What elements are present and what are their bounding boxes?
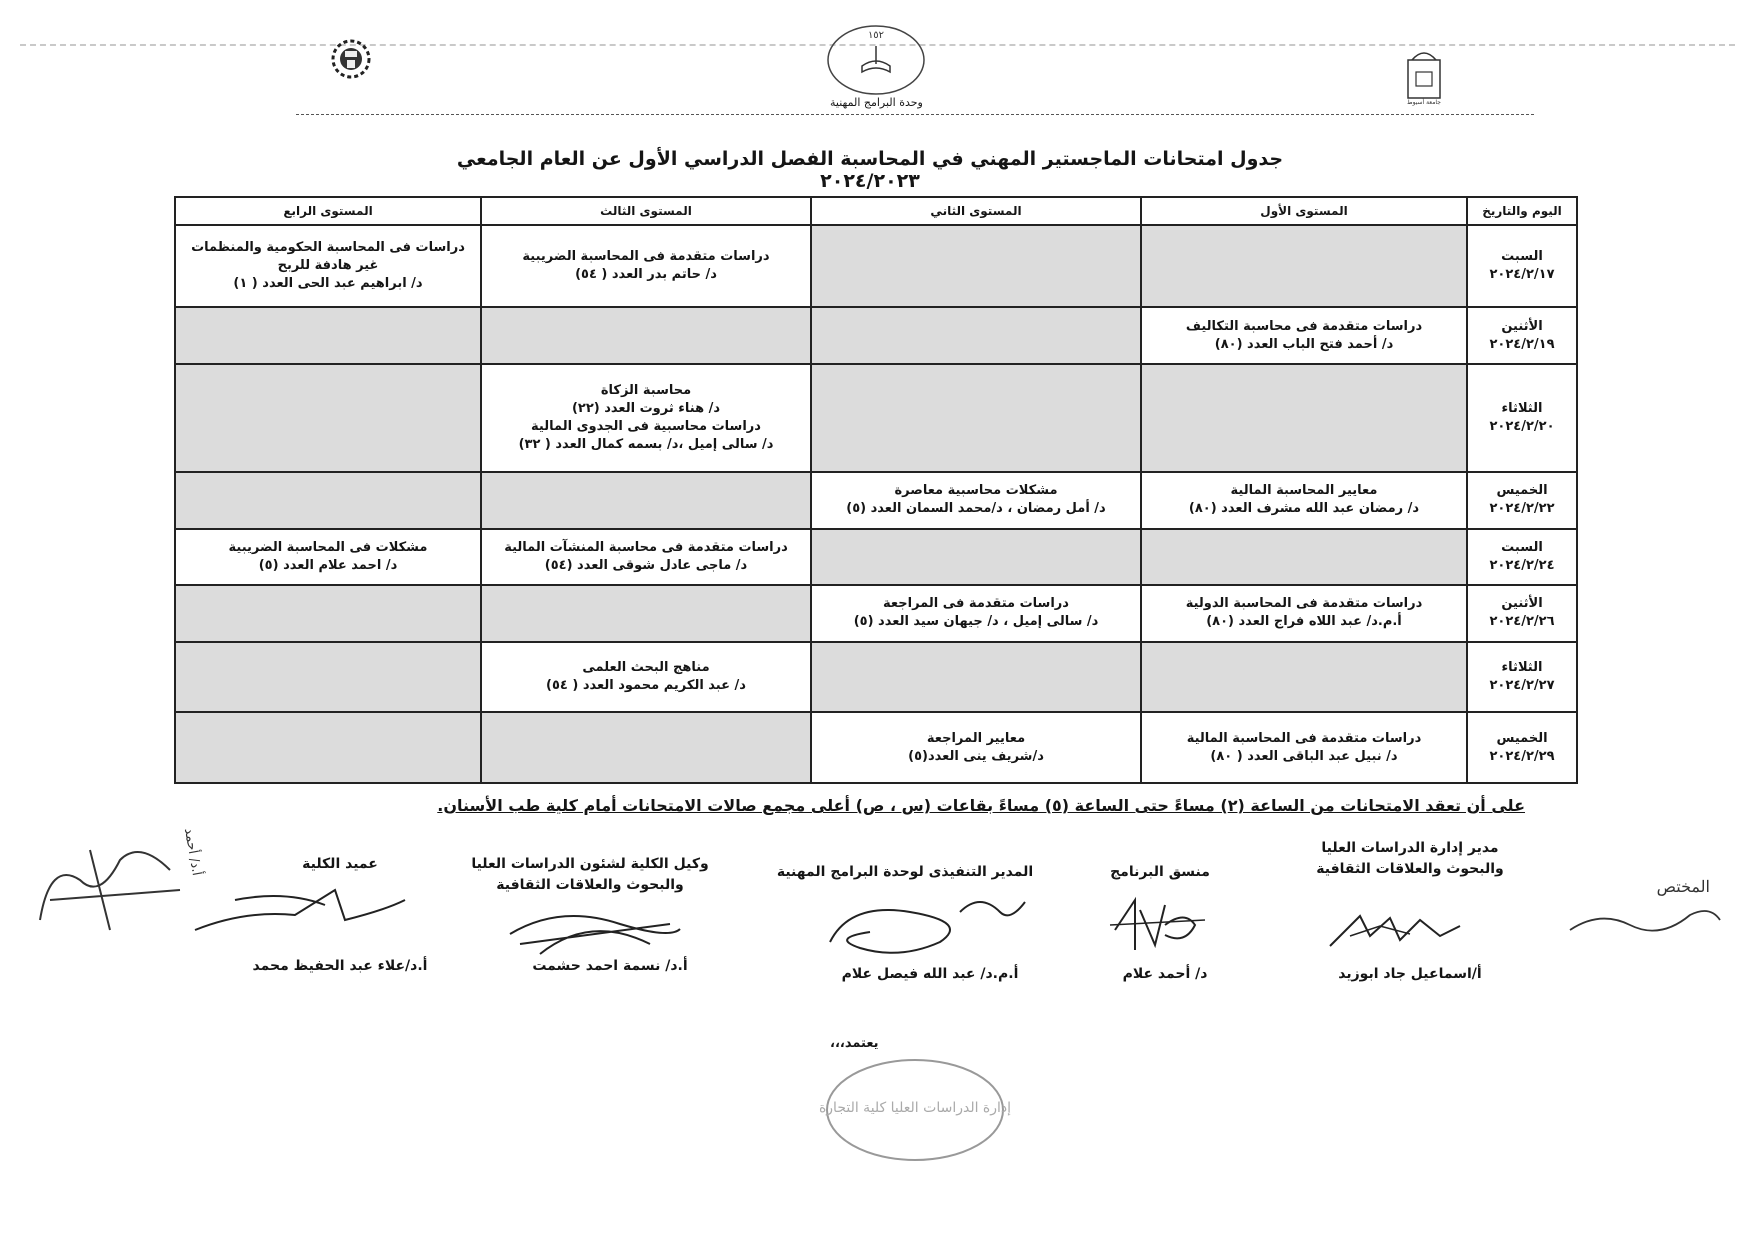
faculty-logo bbox=[326, 36, 376, 82]
exam-schedule-table bbox=[174, 196, 1578, 784]
exam-date: ٢٠٢٤/٢/١٩ bbox=[1489, 336, 1555, 352]
signature-graduate-studies-manager bbox=[1320, 906, 1470, 956]
exam-cell-level-1 bbox=[1141, 307, 1467, 364]
day-date-cell bbox=[1467, 529, 1577, 586]
signature-name-vice-dean: أ.د/ نسمة احمد حشمت bbox=[532, 958, 688, 974]
day-name: الخميس bbox=[1496, 483, 1548, 499]
empty-slot-cell bbox=[175, 585, 481, 642]
empty-slot-cell bbox=[175, 307, 481, 364]
day-date-cell bbox=[1467, 472, 1577, 529]
day-name: الثلاثاء bbox=[1501, 401, 1543, 417]
course-name: دراسات متقدمة فى المحاسبة المالية bbox=[1186, 730, 1422, 746]
empty-slot-cell bbox=[811, 225, 1141, 307]
signature-title-executive-director: المدير التنفيذى لوحدة البرامج المهنية bbox=[776, 864, 1034, 880]
day-name: السبت bbox=[1501, 249, 1543, 265]
university-logo bbox=[1402, 46, 1446, 106]
exam-cell-level-2 bbox=[811, 712, 1141, 783]
course-name: دراسات متقدمة فى المحاسبة الدولية bbox=[1185, 596, 1423, 612]
exam-cell-level-4 bbox=[175, 529, 481, 586]
course-name: معايير المحاسبة المالية bbox=[1230, 483, 1378, 499]
signature-program-coordinator bbox=[1105, 890, 1215, 960]
instructor-count: د/ هناء ثروت العدد (٢٢) bbox=[571, 401, 721, 417]
signature-name-dean: أ.د/علاء عبد الحفيظ محمد bbox=[252, 958, 428, 974]
day-date-cell bbox=[1467, 307, 1577, 364]
table-row bbox=[175, 225, 1577, 307]
empty-slot-cell bbox=[175, 472, 481, 529]
course-name: مشكلات محاسبية معاصرة bbox=[894, 483, 1058, 499]
day-date-cell bbox=[1467, 225, 1577, 307]
empty-slot-cell bbox=[481, 307, 811, 364]
exam-cell-level-2 bbox=[811, 585, 1141, 642]
signature-vice-dean bbox=[500, 894, 690, 964]
day-date-cell bbox=[1467, 642, 1577, 713]
instructor-count: د/ عبد الكريم محمود العدد ( ٥٤) bbox=[546, 678, 746, 693]
empty-slot-cell bbox=[175, 642, 481, 713]
graduate-studies-stamp bbox=[820, 1052, 1010, 1168]
exam-cell-level-3 bbox=[481, 364, 811, 472]
university-logo-text: جامعة أسيوط bbox=[1407, 99, 1441, 106]
exam-date: ٢٠٢٤/٢/٢٤ bbox=[1489, 557, 1555, 573]
signature-name-executive-director: أ.م.د/ عبد الله فيصل علام bbox=[841, 966, 1019, 982]
signature-title-graduate-studies-manager: مدير إدارة الدراسات العليا والبحوث والعلاقات الثقافية bbox=[1316, 840, 1504, 877]
day-name: الخميس bbox=[1496, 730, 1548, 746]
course-name: دراسات فى المحاسبة الحكومية والمنظمات bbox=[191, 240, 465, 256]
signature-dean bbox=[185, 870, 415, 950]
course-name: دراسات متقدمة فى المراجعة bbox=[883, 596, 1069, 612]
exam-date: ٢٠٢٤/٢/١٧ bbox=[1489, 267, 1555, 283]
instructor-count: غير هادفة للربح bbox=[277, 258, 379, 274]
table-header-row bbox=[175, 197, 1577, 225]
signature-title-dean: عميد الكلية bbox=[302, 856, 378, 872]
approval-label: يعتمد،،، bbox=[830, 1036, 879, 1051]
course-name: محاسبة الزكاة bbox=[600, 383, 692, 399]
empty-slot-cell bbox=[811, 529, 1141, 586]
empty-slot-cell bbox=[481, 472, 811, 529]
day-name: الأثنين bbox=[1501, 596, 1543, 612]
table-row bbox=[175, 642, 1577, 713]
empty-slot-cell bbox=[1141, 364, 1467, 472]
exam-cell-level-3 bbox=[481, 642, 811, 713]
course-name: د/ ابراهيم عبد الحى العدد ( ١) bbox=[233, 276, 423, 292]
header-level-4: المستوى الرابع bbox=[175, 197, 481, 225]
instructor-count: د/ أمل رمضان ، د/محمد السمان العدد (٥) bbox=[846, 501, 1106, 517]
exam-time-note: على أن تعقد الامتحانات من الساعة (٢) مساءً حتى الساعة (٥) مساءً بقاعات (س ، ص) أعلى مجمع صالات الامتحانات أمام كلية طب الأسنان. bbox=[437, 796, 1525, 815]
stamp-text: إدارة الدراسات العليا كلية التجارة bbox=[818, 1100, 1012, 1116]
exam-cell-level-4 bbox=[175, 225, 481, 307]
table-row bbox=[175, 529, 1577, 586]
empty-slot-cell bbox=[175, 712, 481, 783]
signature-name-graduate-studies-manager: أ/اسماعيل جاد ابوزيد bbox=[1338, 966, 1482, 982]
day-name: السبت bbox=[1501, 539, 1543, 555]
empty-slot-cell bbox=[481, 585, 811, 642]
day-name: الثلاثاء bbox=[1501, 660, 1543, 675]
day-name: الأثنين bbox=[1501, 318, 1543, 334]
exam-cell-level-3 bbox=[481, 529, 811, 586]
handwritten-note-right bbox=[1560, 870, 1730, 950]
empty-slot-cell bbox=[481, 712, 811, 783]
professional-programs-logo bbox=[822, 18, 930, 96]
table-row bbox=[175, 585, 1577, 642]
empty-slot-cell bbox=[1141, 642, 1467, 713]
exam-cell-level-2 bbox=[811, 472, 1141, 529]
instructor-count: د/ ماجى عادل شوقى العدد (٥٤) bbox=[544, 557, 748, 573]
table-body bbox=[175, 225, 1577, 783]
instructor-count: د/ احمد علام العدد (٥) bbox=[258, 557, 398, 573]
header-level-1: المستوى الأول bbox=[1141, 197, 1467, 225]
empty-slot-cell bbox=[1141, 225, 1467, 307]
course-name: دراسات محاسبية فى الجدوى المالية bbox=[531, 419, 761, 435]
table-row bbox=[175, 472, 1577, 529]
empty-slot-cell bbox=[1141, 529, 1467, 586]
course-name: دراسات متقدمة فى محاسبة المنشآت المالية bbox=[504, 539, 788, 555]
exam-cell-level-1 bbox=[1141, 472, 1467, 529]
day-date-cell bbox=[1467, 585, 1577, 642]
center-logo-text: ١٥٢ bbox=[867, 30, 885, 41]
course-name: مشكلات فى المحاسبة الضريبية bbox=[228, 539, 428, 555]
empty-slot-cell bbox=[811, 364, 1141, 472]
empty-slot-cell bbox=[175, 364, 481, 472]
exam-date: ٢٠٢٤/٢/٢٦ bbox=[1489, 614, 1555, 630]
course-name: معايير المراجعة bbox=[926, 730, 1026, 746]
instructor-count: د/ نبيل عبد الباقى العدد ( ٨٠) bbox=[1210, 748, 1398, 764]
course-name: دراسات متقدمة فى المحاسبة الضريبية bbox=[522, 249, 770, 265]
empty-slot-cell bbox=[811, 642, 1141, 713]
handwritten-note-left bbox=[20, 820, 205, 940]
header-day-date: اليوم والتاريخ bbox=[1467, 197, 1577, 225]
instructor-count: د/شريف ينى العدد(٥) bbox=[908, 748, 1044, 764]
instructor-count: د/ سالى إميل ،د/ بسمه كمال العدد ( ٣٢) bbox=[518, 437, 774, 453]
unit-label: وحدة البرامج المهنية bbox=[830, 96, 923, 109]
empty-slot-cell bbox=[811, 307, 1141, 364]
signature-name-program-coordinator: د/ أحمد علام bbox=[1122, 966, 1208, 982]
exam-cell-level-1 bbox=[1141, 585, 1467, 642]
table-row bbox=[175, 712, 1577, 783]
exam-date: ٢٠٢٤/٢/٢٩ bbox=[1489, 748, 1555, 764]
day-date-cell bbox=[1467, 364, 1577, 472]
instructor-count: د/ رمضان عبد الله مشرف العدد (٨٠) bbox=[1188, 501, 1420, 517]
exam-date: ٢٠٢٤/٢/٢٠ bbox=[1489, 419, 1555, 435]
course-name: دراسات متقدمة فى محاسبة التكاليف bbox=[1185, 318, 1423, 334]
signature-title-vice-dean: وكيل الكلية لشئون الدراسات العليا والبحوث والعلاقات الثقافية bbox=[471, 856, 709, 893]
instructor-count: أ.م.د/ عبد اللاه فراج العدد (٨٠) bbox=[1206, 614, 1402, 630]
exam-date: ٢٠٢٤/٢/٢٢ bbox=[1489, 501, 1555, 517]
instructor-count: د/ سالى إميل ، د/ جيهان سيد العدد (٥) bbox=[853, 614, 1099, 630]
signature-title-program-coordinator: منسق البرنامج bbox=[1110, 864, 1210, 880]
header-level-3: المستوى الثالث bbox=[481, 197, 811, 225]
header-level-2: المستوى الثاني bbox=[811, 197, 1141, 225]
exam-date: ٢٠٢٤/٢/٢٧ bbox=[1489, 678, 1555, 693]
page-title: جدول امتحانات الماجستير المهني في المحاسبة الفصل الدراسي الأول عن العام الجامعي ٢٠٢٤/٢٠٢٣ bbox=[456, 148, 1284, 192]
handwritten-left-text: أ.د/ أحمد bbox=[180, 826, 205, 877]
day-date-cell bbox=[1467, 712, 1577, 783]
handwritten-right-text: المختص bbox=[1656, 877, 1710, 896]
course-name: مناهج البحث العلمى bbox=[582, 660, 710, 675]
instructor-count: د/ حاتم بدر العدد ( ٥٤) bbox=[575, 267, 717, 283]
table-row bbox=[175, 364, 1577, 472]
table-row bbox=[175, 307, 1577, 364]
instructor-count: د/ أحمد فتح الباب العدد (٨٠) bbox=[1214, 336, 1394, 352]
exam-cell-level-3 bbox=[481, 225, 811, 307]
header-dashed-rule bbox=[296, 114, 1534, 115]
signature-executive-director bbox=[820, 882, 1040, 962]
exam-cell-level-1 bbox=[1141, 712, 1467, 783]
